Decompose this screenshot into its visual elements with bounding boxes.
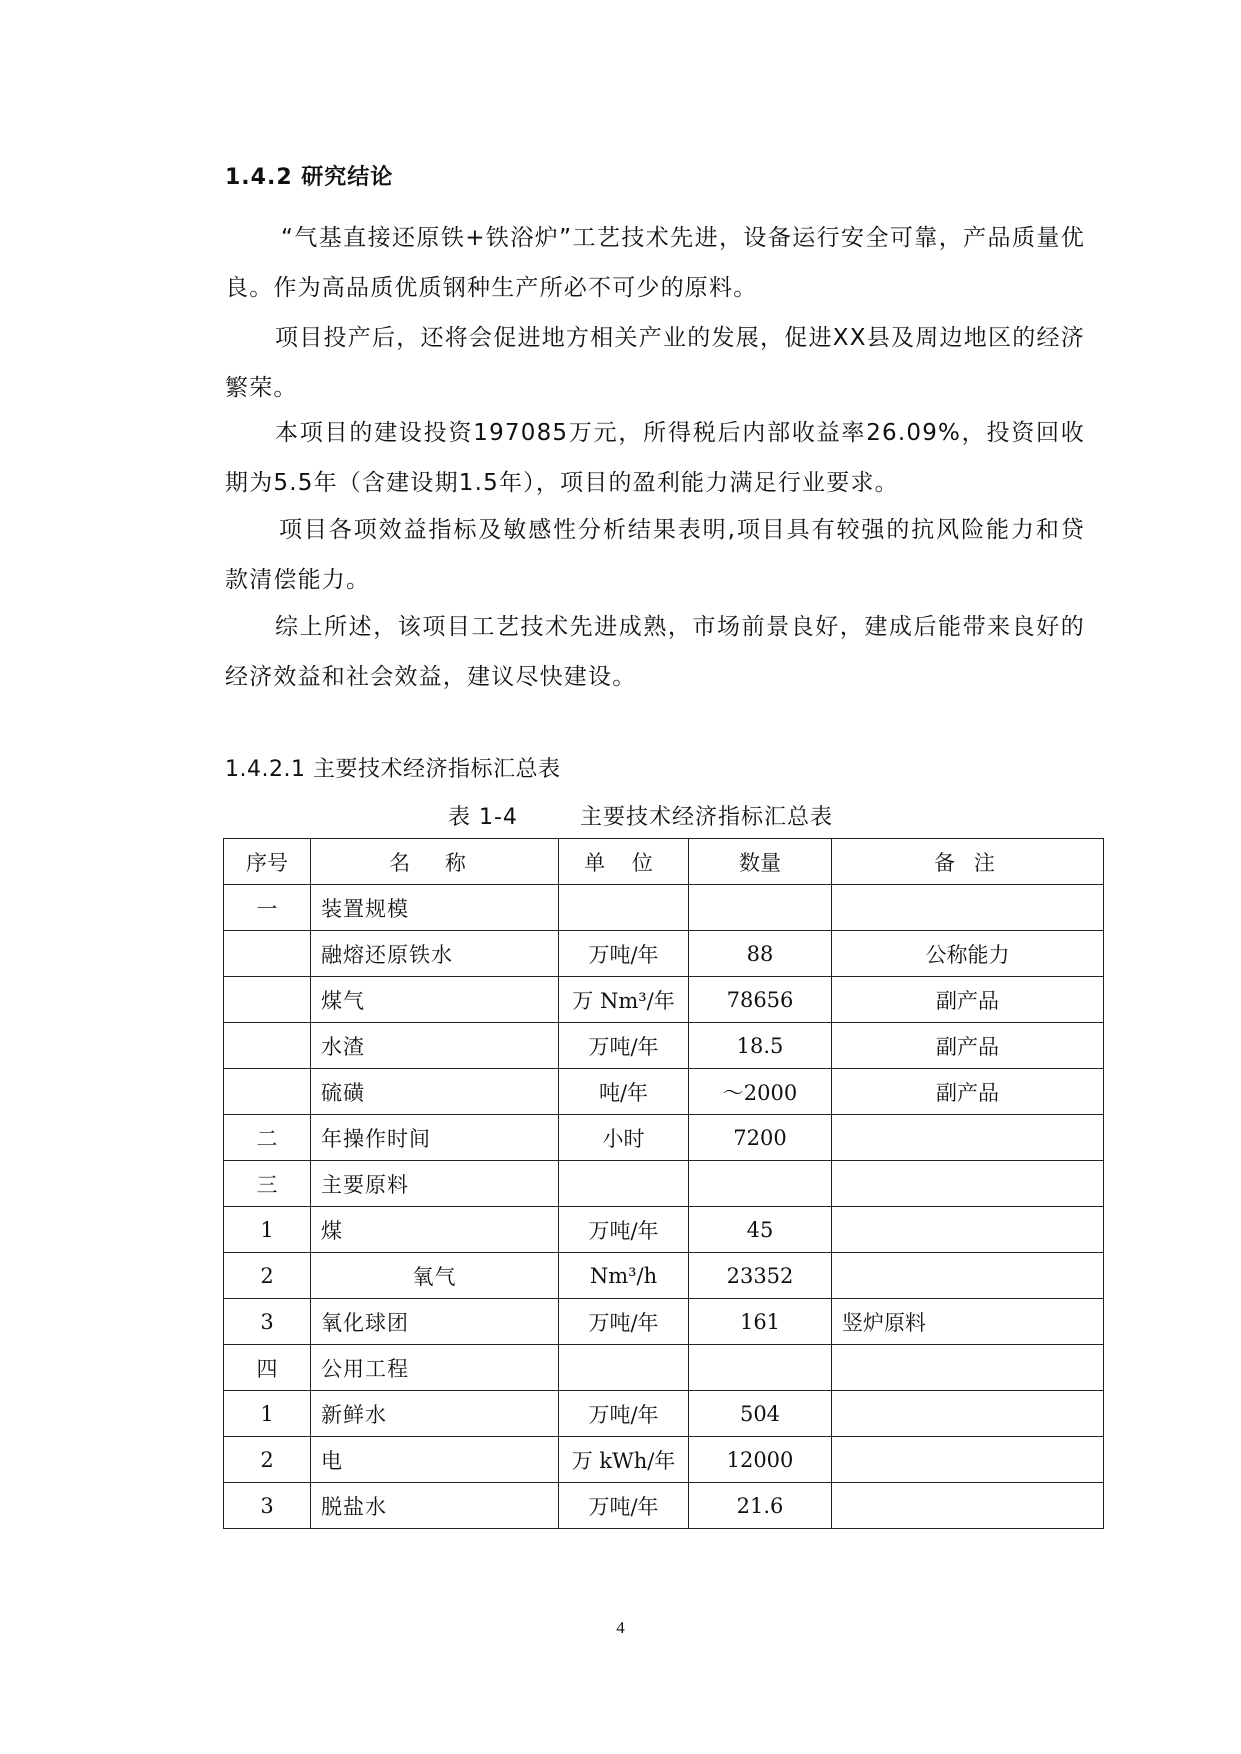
cell-name: 氧化球团: [311, 1299, 559, 1345]
cell-name: 装置规模: [311, 885, 559, 931]
cell-name: 煤气: [311, 977, 559, 1023]
cell-quantity: [689, 1161, 832, 1207]
cell-name: 电: [311, 1437, 559, 1483]
cell-unit: [559, 1345, 689, 1391]
table-caption: [448, 800, 833, 831]
header-remarks: 备 注: [832, 839, 1104, 885]
cell-index: 一: [224, 885, 311, 931]
table-row: [224, 1437, 1104, 1483]
cell-quantity: [689, 1345, 832, 1391]
cell-unit: 万 kWh/年: [559, 1437, 689, 1483]
cell-remarks: 副产品: [832, 1023, 1104, 1069]
cell-name: 硫磺: [311, 1069, 559, 1115]
cell-remarks: [832, 885, 1104, 931]
cell-name: 水渣: [311, 1023, 559, 1069]
subsection-heading: 1.4.2.1 主要技术经济指标汇总表: [225, 757, 561, 782]
table-row: [224, 1345, 1104, 1391]
table-row: [224, 1115, 1104, 1161]
cell-remarks: [832, 1345, 1104, 1391]
header-quantity: 数量: [689, 839, 832, 885]
cell-remarks: [832, 1161, 1104, 1207]
cell-unit: 万 Nm³/年: [559, 977, 689, 1023]
table-caption-title: 主要技术经济指标汇总表: [579, 805, 833, 830]
cell-unit: 万吨/年: [559, 1391, 689, 1437]
cell-remarks: 竖炉原料: [832, 1299, 1104, 1345]
cell-unit: 小时: [559, 1115, 689, 1161]
cell-index: 2: [224, 1437, 311, 1483]
cell-index: 四: [224, 1345, 311, 1391]
header-unit: 单 位: [559, 839, 689, 885]
cell-remarks: 副产品: [832, 977, 1104, 1023]
cell-remarks: [832, 1483, 1104, 1529]
cell-unit: 吨/年: [559, 1069, 689, 1115]
cell-name: 年操作时间: [311, 1115, 559, 1161]
table-row: [224, 977, 1104, 1023]
cell-index: 1: [224, 1207, 311, 1253]
table-row: [224, 1299, 1104, 1345]
paragraph-risk-resistance: 项目各项效益指标及敏感性分析结果表明,项目具有较强的抗风险能力和贷款清偿能力。: [225, 517, 1085, 593]
cell-index: 2: [224, 1253, 311, 1299]
cell-remarks: 公称能力: [832, 931, 1104, 977]
cell-unit: 万吨/年: [559, 931, 689, 977]
cell-name: 融熔还原铁水: [311, 931, 559, 977]
cell-index: 三: [224, 1161, 311, 1207]
cell-unit: 万吨/年: [559, 1299, 689, 1345]
cell-quantity: ～2000: [689, 1069, 832, 1115]
cell-name: 脱盐水: [311, 1483, 559, 1529]
header-name: 名 称: [311, 839, 559, 885]
cell-remarks: [832, 1115, 1104, 1161]
section-heading: 1.4.2 研究结论: [225, 165, 394, 190]
cell-remarks: [832, 1253, 1104, 1299]
cell-unit: Nm³/h: [559, 1253, 689, 1299]
paragraph-regional-benefits: 项目投产后，还将会促进地方相关产业的发展，促进XX县及周边地区的经济繁荣。: [225, 325, 1085, 401]
cell-quantity: 12000: [689, 1437, 832, 1483]
cell-index: 3: [224, 1483, 311, 1529]
table-row: [224, 1161, 1104, 1207]
cell-name: 主要原料: [311, 1161, 559, 1207]
cell-quantity: 161: [689, 1299, 832, 1345]
cell-remarks: [832, 1391, 1104, 1437]
cell-index: 3: [224, 1299, 311, 1345]
table-row: [224, 1253, 1104, 1299]
cell-index: [224, 931, 311, 977]
cell-unit: [559, 885, 689, 931]
cell-unit: 万吨/年: [559, 1483, 689, 1529]
table-caption-number: 表 1-4: [448, 805, 518, 830]
cell-index: [224, 977, 311, 1023]
cell-quantity: [689, 885, 832, 931]
cell-remarks: [832, 1207, 1104, 1253]
cell-quantity: 88: [689, 931, 832, 977]
cell-remarks: 副产品: [832, 1069, 1104, 1115]
cell-quantity: 7200: [689, 1115, 832, 1161]
paragraph-process-advantages: “气基直接还原铁+铁浴炉”工艺技术先进，设备运行安全可靠，产品质量优良。作为高品质优质钢种生产所必不可少的原料。: [225, 225, 1085, 301]
cell-unit: 万吨/年: [559, 1023, 689, 1069]
paragraph-conclusion: 综上所述，该项目工艺技术先进成熟，市场前景良好，建成后能带来良好的经济效益和社会效益，建议尽快建设。: [225, 614, 1085, 690]
cell-name: 新鲜水: [311, 1391, 559, 1437]
cell-quantity: 21.6: [689, 1483, 832, 1529]
table-row: [224, 1483, 1104, 1529]
cell-name: 煤: [311, 1207, 559, 1253]
cell-remarks: [832, 1437, 1104, 1483]
table-header-row: [224, 839, 1104, 885]
cell-quantity: 45: [689, 1207, 832, 1253]
table-row: [224, 1207, 1104, 1253]
technical-economic-indicators-table: [223, 838, 1104, 1529]
table-row: [224, 1391, 1104, 1437]
cell-unit: [559, 1161, 689, 1207]
paragraph-investment-returns: 本项目的建设投资197085万元，所得税后内部收益率26.09%，投资回收期为5.5年（含建设期1.5年），项目的盈利能力满足行业要求。: [225, 420, 1085, 496]
table-row: [224, 1069, 1104, 1115]
cell-index: 1: [224, 1391, 311, 1437]
cell-index: 二: [224, 1115, 311, 1161]
cell-name: 公用工程: [311, 1345, 559, 1391]
cell-quantity: 18.5: [689, 1023, 832, 1069]
table-row: [224, 885, 1104, 931]
page-number: 4: [616, 1618, 625, 1637]
cell-quantity: 504: [689, 1391, 832, 1437]
cell-unit: 万吨/年: [559, 1207, 689, 1253]
cell-name: 氧气: [311, 1253, 559, 1299]
table-row: [224, 1023, 1104, 1069]
table-row: [224, 931, 1104, 977]
cell-index: [224, 1069, 311, 1115]
cell-index: [224, 1023, 311, 1069]
cell-quantity: 78656: [689, 977, 832, 1023]
cell-quantity: 23352: [689, 1253, 832, 1299]
header-index: 序号: [224, 839, 311, 885]
